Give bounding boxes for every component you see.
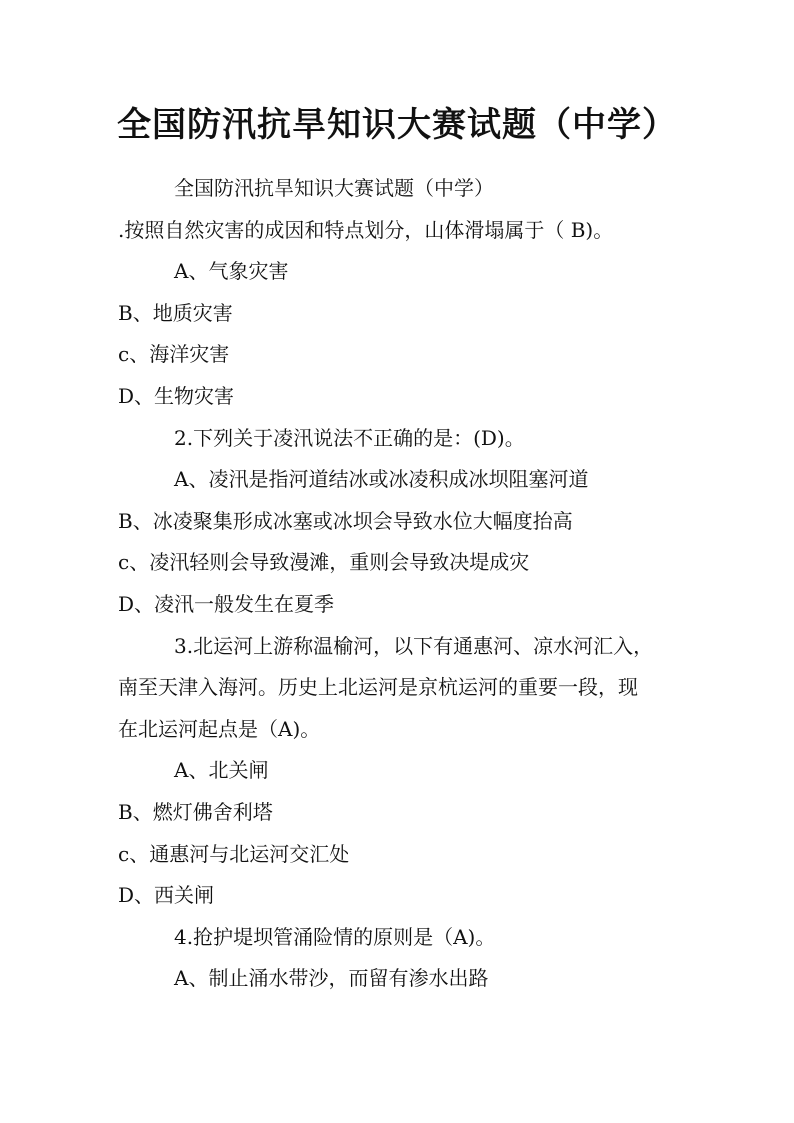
question-1: .按照自然灾害的成因和特点划分，山体滑塌属于（ B)。: [118, 217, 614, 242]
question-3-option-b: B、燃灯佛舍利塔: [118, 799, 273, 824]
document-title: 全国防汛抗旱知识大赛试题（中学）: [117, 105, 677, 145]
question-3-line-2: 南至天津入海河。历史上北运河是京杭运河的重要一段，现: [118, 675, 638, 700]
question-2-option-c: c、凌汛轻则会导致漫滩，重则会导致决堤成灾: [118, 550, 530, 575]
question-1-option-d: D、生物灾害: [118, 383, 235, 408]
question-3-line-3: 在北运河起点是（A)。: [118, 716, 321, 741]
question-1-option-c: c、海洋灾害: [118, 342, 230, 367]
question-1-option-b: B、地质灾害: [118, 300, 233, 325]
question-1-option-a: A、气象灾害: [174, 259, 289, 284]
question-3-option-a: A、北关闸: [174, 758, 269, 783]
question-2: 2.下列关于凌汛说法不正确的是：(D)。: [174, 425, 525, 450]
question-4: 4.抢护堤坝管涌险情的原则是（A)。: [174, 924, 496, 949]
subtitle-line: 全国防汛抗旱知识大赛试题（中学）: [174, 176, 494, 200]
document-body: [118, 168, 698, 1000]
question-2-option-d: D、凌汛一般发生在夏季: [118, 591, 335, 616]
question-3-option-c: c、通惠河与北运河交汇处: [118, 841, 350, 866]
question-3-line-1: 3.北运河上游称温榆河，以下有通惠河、凉水河汇入，: [174, 633, 654, 658]
question-4-option-a: A、制止涌水带沙，而留有渗水出路: [174, 966, 489, 991]
question-3-option-d: D、西关闸: [118, 883, 215, 908]
question-2-option-b: B、冰凌聚集形成冰塞或冰坝会导致水位大幅度抬高: [118, 508, 573, 533]
question-2-option-a: A、凌汛是指河道结冰或冰凌积成冰坝阻塞河道: [174, 467, 589, 492]
